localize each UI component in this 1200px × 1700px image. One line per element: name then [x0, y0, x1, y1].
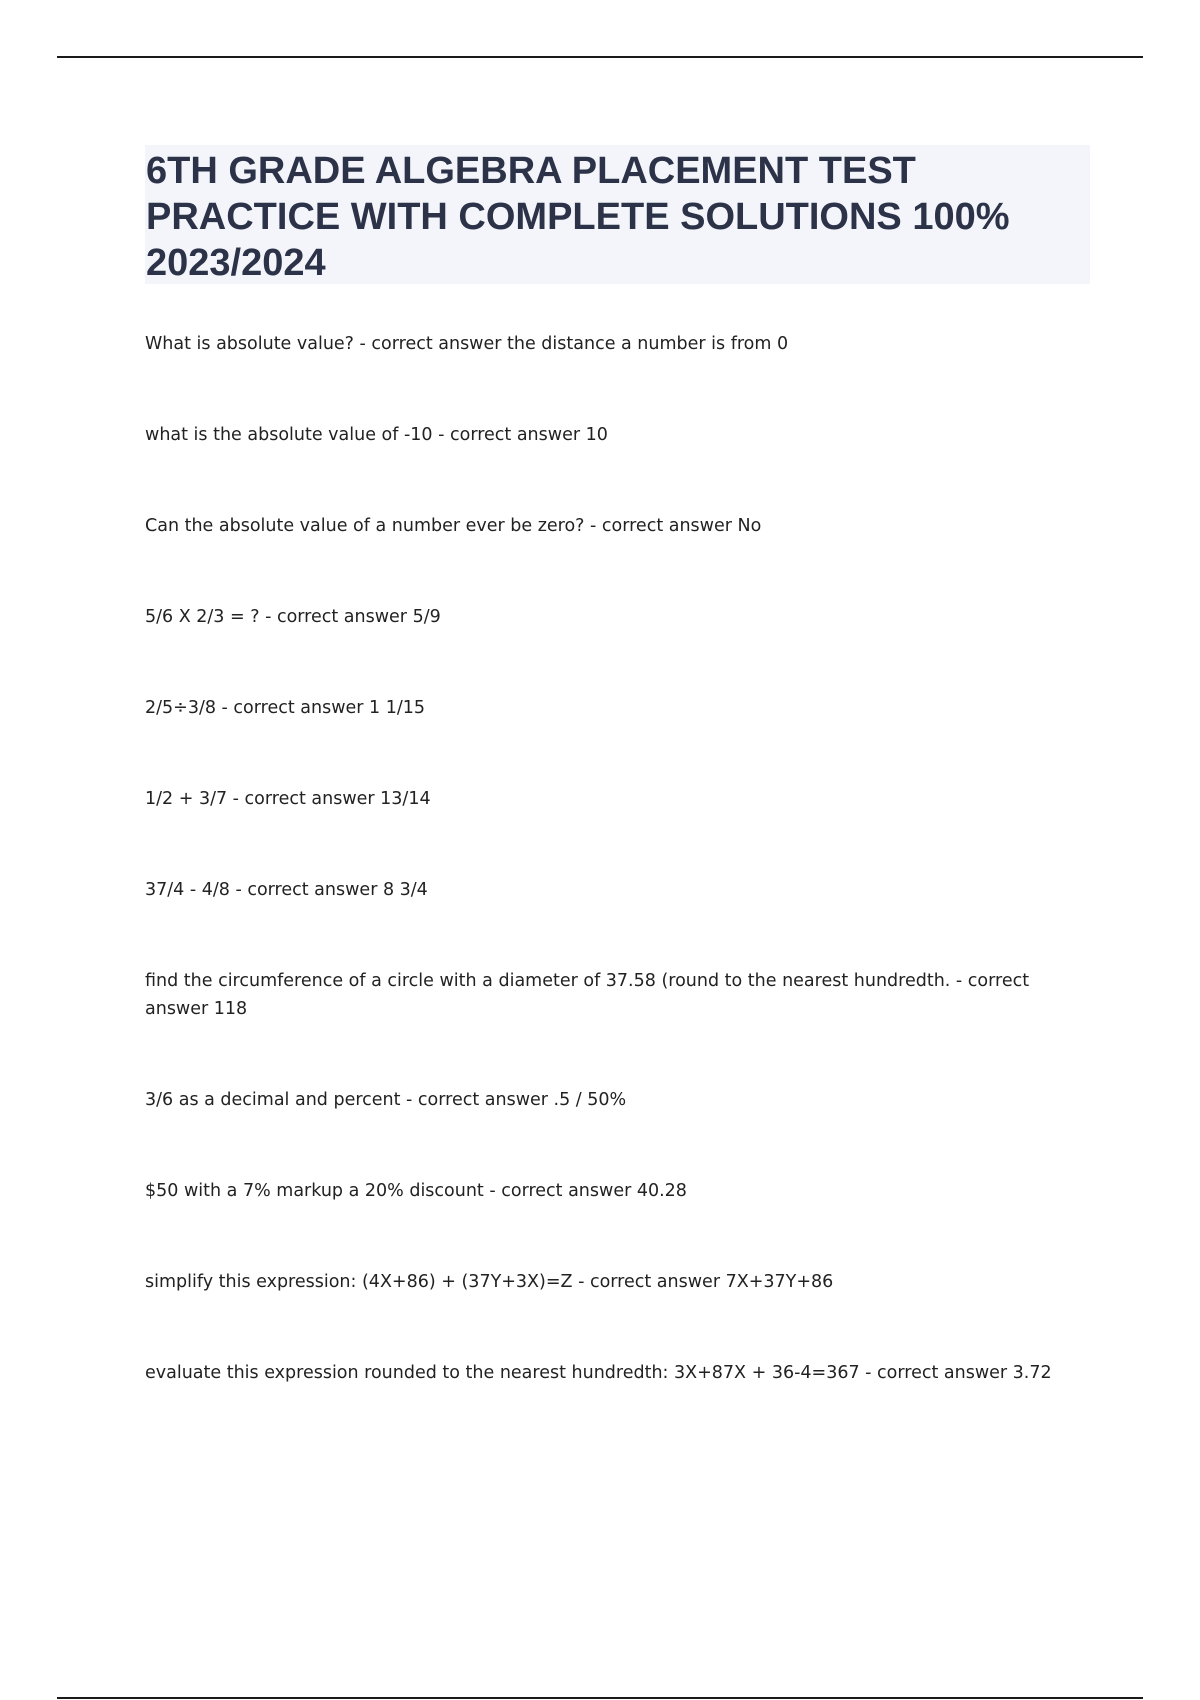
qa-item: 37/4 - 4/8 - correct answer 8 3/4 — [145, 880, 428, 900]
qa-item: 3/6 as a decimal and percent - correct answer .5 / 50% — [145, 1090, 627, 1110]
top-rule — [57, 56, 1143, 58]
qa-item: What is absolute value? - correct answer the distance a number is from 0 — [145, 334, 789, 354]
qa-item: Can the absolute value of a number ever be zero? - correct answer No — [145, 516, 762, 536]
title-block — [145, 145, 1090, 284]
qa-item: simplify this expression: (4X+86) + (37Y+3X)=Z - correct answer 7X+37Y+86 — [145, 1272, 834, 1292]
document-title: 6TH GRADE ALGEBRA PLACEMENT TEST PRACTICE WITH COMPLETE SOLUTIONS 100% 2023/2024 — [146, 150, 1010, 284]
qa-item: 5/6 X 2/3 = ? - correct answer 5/9 — [145, 607, 441, 627]
qa-item: $50 with a 7% markup a 20% discount - correct answer 40.28 — [145, 1181, 687, 1201]
qa-item: evaluate this expression rounded to the nearest hundredth: 3X+87X + 36-4=367 - correct answer 3.72 — [145, 1363, 1052, 1383]
qa-item: 2/5÷3/8 - correct answer 1 1/15 — [145, 698, 426, 718]
qa-item: what is the absolute value of -10 - correct answer 10 — [145, 425, 608, 445]
qa-item: find the circumference of a circle with a diameter of 37.58 (round to the nearest hundredth. - correct answer 118 — [145, 971, 1030, 1019]
qa-item: 1/2 + 3/7 - correct answer 13/14 — [145, 789, 431, 809]
bottom-rule — [57, 1697, 1143, 1699]
